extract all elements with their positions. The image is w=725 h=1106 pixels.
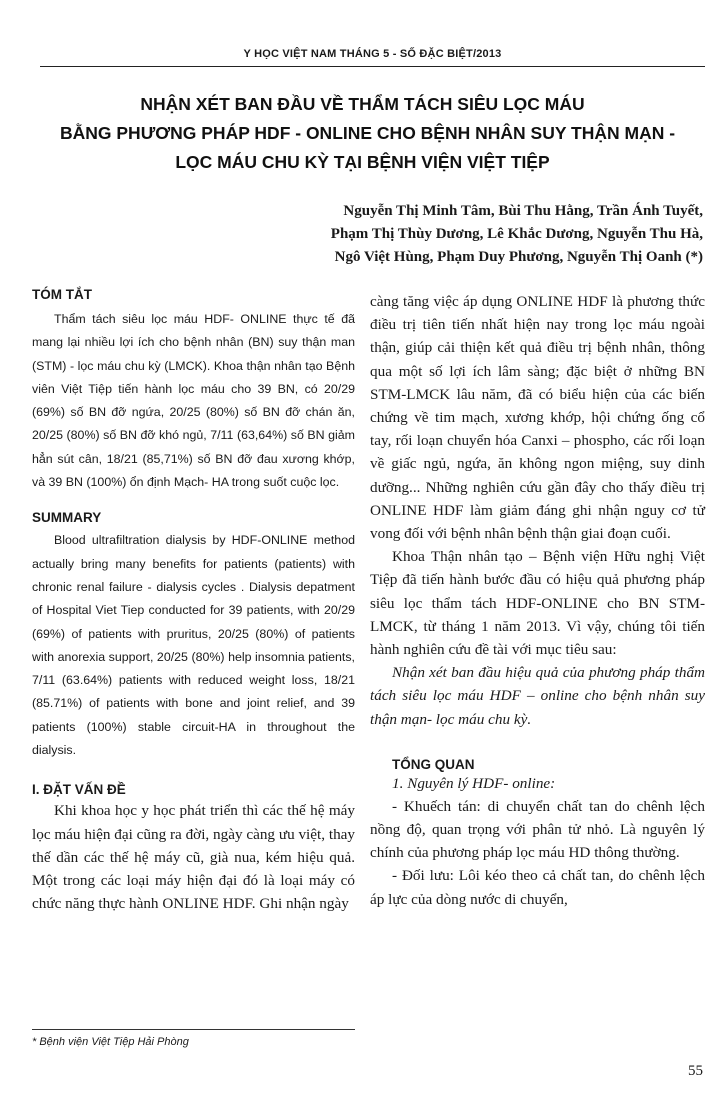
header-rule <box>40 66 705 67</box>
tong-quan-heading: TỔNG QUAN <box>392 756 475 772</box>
title-line-2: BẰNG PHƯƠNG PHÁP HDF - ONLINE CHO BỆNH NHÂN SUY THẬN MẠN - <box>60 123 676 143</box>
article-title <box>60 90 676 177</box>
tom-tat-heading: TÓM TẮT <box>32 287 92 302</box>
footnote: * Bệnh viện Việt Tiệp Hải Phòng <box>32 1036 189 1048</box>
authors-line-2: Phạm Thị Thùy Dương, Lê Khắc Dương, Nguyễn Thu Hà, <box>330 226 703 242</box>
intro-paragraph-2: Khoa Thận nhân tạo – Bệnh viện Hữu nghị Việt Tiệp đã tiến hành bước đầu có hiệu quả phương pháp siêu lọc thẩm tách HDF-ONLINE cho BN STM- LMCK, từ tháng 1 năm 2013. Vì vậy, chúng tôi tiến hành nghiên cứu đề tài với mục tiêu sau: <box>370 548 705 659</box>
author-list <box>183 200 703 269</box>
convection-paragraph: - Đối lưu: Lôi kéo theo cả chất tan, do chênh lệch áp lực của dòng nước di chuyển, <box>370 867 705 908</box>
right-column <box>370 290 705 911</box>
page-number: 55 <box>688 1063 703 1079</box>
summary-text: Blood ultrafiltration dialysis by HDF-ONLINE method actually bring many benefits for patients (patients) with chronic renal failure - dialysis cycles . Dialysis depatment of Hospital Viet Tiep conducted for 39 patients, with 20/29 (69%) of patients with pruritus, 20/25 (80%) of patients with anorexia support, 20/25 (80%) help insomnia patients, 7/11 (63.64%) patients with reduced weight loss, 18/21 (85.71%) of patients with bone and joint relief, and 39 patients (100%) stable circuit-HA in throughout the dialysis. <box>32 533 355 758</box>
dat-van-de-text: Khi khoa học y học phát triển thì các thế hệ máy lọc máu hiện đại cũng ra đời, ngày càng ưu việt, thay thế dần các thế hệ máy cũ, già nua, kém hiệu quả. Một trong các loại máy hiện đại đó là loại máy có chức năng thực hành ONLINE HDF. Ghi nhận ngày <box>32 802 355 913</box>
summary-heading: SUMMARY <box>32 510 102 526</box>
footnote-rule <box>32 1029 355 1030</box>
authors-line-3: Ngô Việt Hùng, Phạm Duy Phương, Nguyễn Thị Oanh (*) <box>334 249 703 265</box>
principle-subheading: 1. Nguyên lý HDF- online: <box>392 774 556 792</box>
diffusion-paragraph: - Khuếch tán: di chuyển chất tan do chênh lệch nồng độ, quan trọng với phân tử nhỏ. Là nguyên lý chính của phương pháp lọc máu HD thông thường. <box>370 797 705 862</box>
authors-line-1: Nguyễn Thị Minh Tâm, Bùi Thu Hằng, Trần Ánh Tuyết, <box>343 203 703 219</box>
tom-tat-text: Thẩm tách siêu lọc máu HDF- ONLINE thực tế đã mang lại nhiều lợi ích cho bệnh nhân (BN) suy thận man (STM) - lọc máu chu kỳ (LMCK). Khoa thận nhân tạo Bệnh viên Việt Tiệp tiến hành lọc máu cho 39 BN, có 20/29 (69%) số BN đỡ ngứa, 20/25 (80%) số BN đỡ chán ăn, 20/25 (80%) số BN đỡ khó ngủ, 7/11 (63,64%) số BN giảm hẳn sút cân, 18/21 (85,71%) số BN đỡ đau xương khớp, và 39 BN (100%) ổn định Mạch- HA trong suốt cuộc lọc. <box>32 312 355 490</box>
left-column <box>32 287 355 915</box>
running-header: Y HỌC VIỆT NAM THÁNG 5 - SỐ ĐẶC BIỆT/2013 <box>243 48 502 60</box>
intro-paragraph-1: càng tăng việc áp dụng ONLINE HDF là phương thức điều trị tiên tiến nhất hiện nay trong lọc máu ngoài thận, giúp cải thiện kết quả điều trị bệnh nhân, thông qua một số lợi ích lâm sàng; đặc biệt ở những BN STM-LMCK lâu năm, đã có biểu hiện của các biến chứng về tim mạch, xương khớp, hội chứng ống cổ tay, rối loạn chuyển hóa Canxi – phospho, các rối loạn về giấc ngủ, ngứa, ăn không ngon miệng, suy dinh dưỡng... Những nghiên cứu gần đây cho thấy điều trị ONLINE HDF làm giảm đáng ghi nhận nguy cơ tử vong đối với bệnh nhân bệnh thận giai đoạn cuối. <box>370 293 705 543</box>
title-line-3: LỌC MÁU CHU KỲ TẠI BỆNH VIỆN VIỆT TIỆP <box>175 152 550 172</box>
dat-van-de-heading: I. ĐẶT VẤN ĐỀ <box>32 782 126 798</box>
objective-paragraph: Nhận xét ban đầu hiệu quả của phương pháp thẩm tách siêu lọc máu HDF – online cho bệnh nhân suy thận mạn- lọc máu chu kỳ. <box>370 664 705 728</box>
title-line-1: NHẬN XÉT BAN ĐẦU VỀ THẨM TÁCH SIÊU LỌC MÁU <box>140 94 585 114</box>
